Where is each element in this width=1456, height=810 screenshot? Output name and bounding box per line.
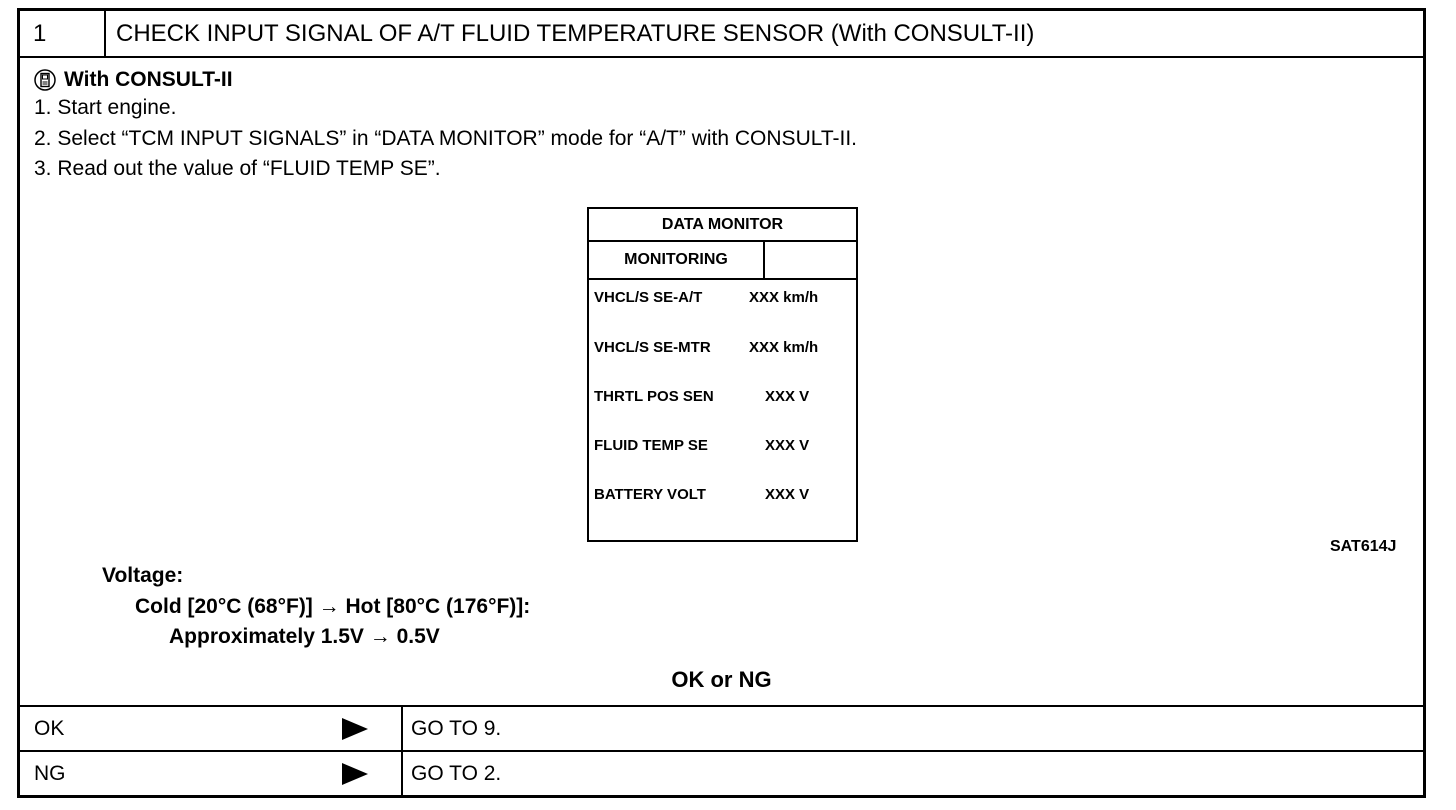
consult-mode-label: With CONSULT-II [64,68,233,91]
figure-code: SAT614J [1330,538,1397,555]
monitor-item-name: THRTL POS SEN [594,388,714,405]
procedure-header [20,11,1423,58]
spec-value: Approximately 1.5V → 0.5V [169,625,440,648]
result-question: OK or NG [671,667,772,692]
monitor-row [589,289,856,311]
consult-mode-line [34,67,233,93]
monitor-item-value: XXX V [765,486,810,503]
monitor-row [589,388,856,410]
monitor-item-name: FLUID TEMP SE [594,437,708,454]
procedure-step: 3. Read out the value of “FLUID TEMP SE”. [34,157,441,180]
spec-label: Voltage: [102,564,184,587]
procedure-title: CHECK INPUT SIGNAL OF A/T FLUID TEMPERATURE SENSOR (With CONSULT-II) [116,20,1035,47]
spec-condition: Cold [20°C (68°F)] → Hot [80°C (176°F)]: [135,595,531,618]
result-row-ng [20,750,1423,795]
result-row-ok [20,705,1423,750]
result-key: OK [34,717,65,740]
arrow-right-icon [342,763,368,785]
column-divider [401,752,403,795]
monitor-row [589,339,856,361]
monitor-item-name: VHCL/S SE-MTR [594,339,711,356]
monitor-row [589,437,856,459]
monitoring-bar [589,242,856,280]
monitoring-label: MONITORING [589,242,765,278]
data-monitor-screen [587,207,858,542]
monitor-item-value: XXX km/h [749,339,819,356]
result-action: GO TO 9. [411,717,502,740]
step-number: 1 [20,11,106,56]
result-key: NG [34,762,66,785]
arrow-right-icon [342,718,368,740]
monitor-item-value: XXX V [765,437,810,454]
consult-tool-icon [34,69,56,91]
result-action: GO TO 2. [411,762,502,785]
monitor-item-value: XXX km/h [749,289,819,306]
monitor-item-value: XXX V [765,388,810,405]
monitor-row [589,486,856,508]
monitor-item-name: BATTERY VOLT [594,486,706,503]
data-monitor-title: DATA MONITOR [589,209,856,242]
procedure-step: 1. Start engine. [34,96,177,119]
inspection-procedure-table [17,8,1426,798]
column-divider [401,707,403,750]
monitor-item-name: VHCL/S SE-A/T [594,289,703,306]
procedure-step: 2. Select “TCM INPUT SIGNALS” in “DATA MONITOR” mode for “A/T” with CONSULT-II. [34,127,858,150]
